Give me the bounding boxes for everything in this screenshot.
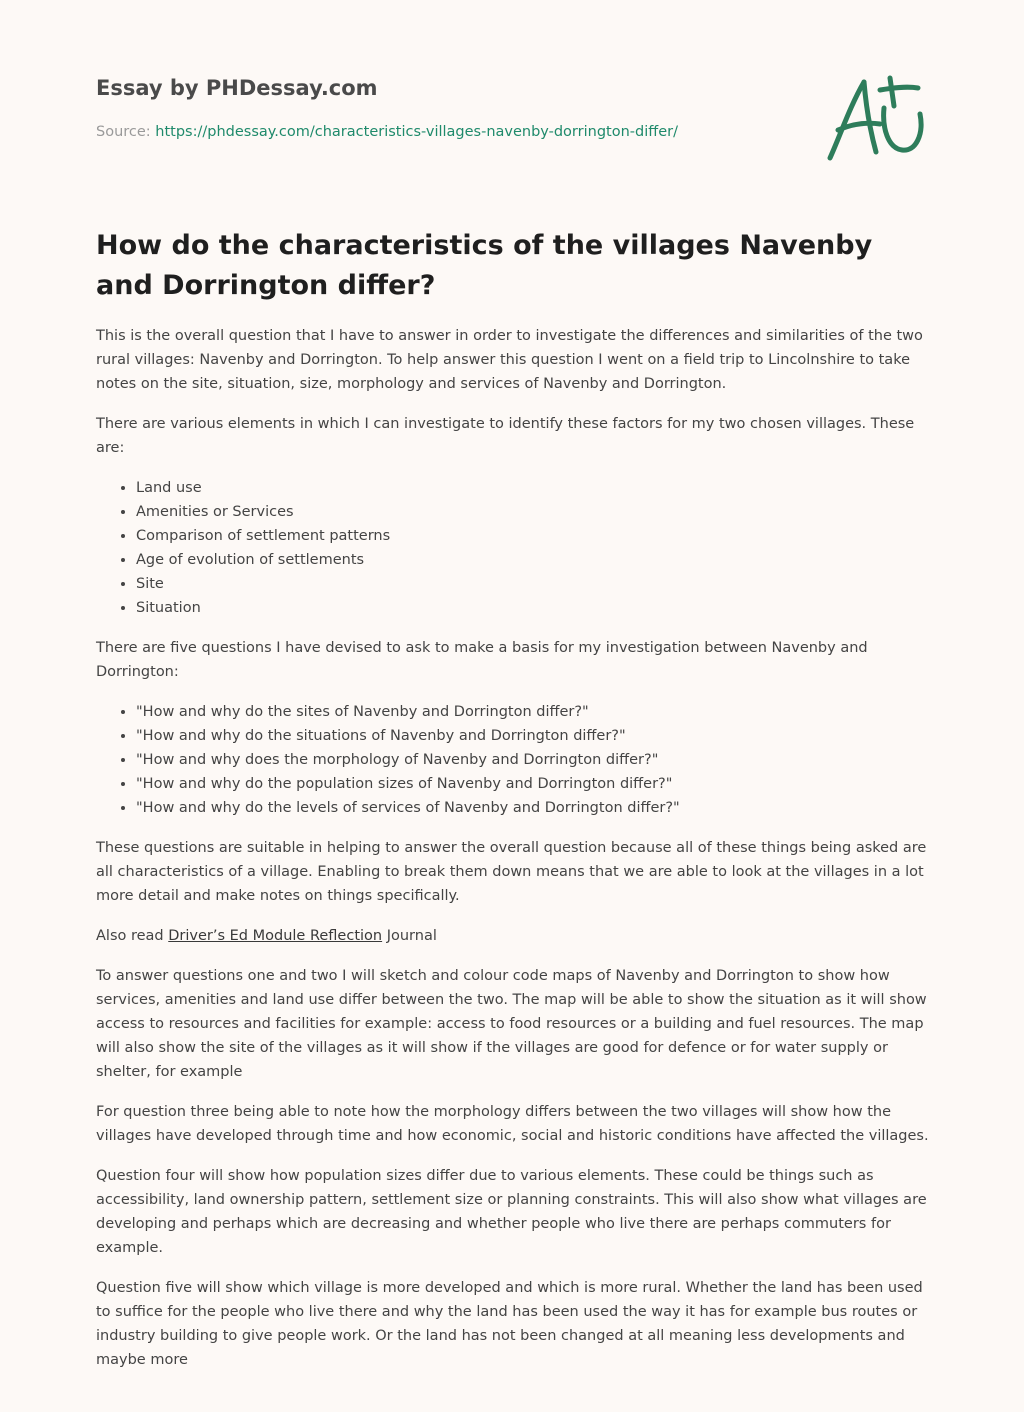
list-item: • Amenities or Services bbox=[136, 500, 936, 524]
list-item: • Age of evolution of settlements bbox=[136, 548, 936, 572]
paragraph-suitability: These questions are suitable in helping to answer the overall question because all of these things being asked are all characteristics of a village. Enabling to break them down means that we are able to look at the villages in a lot more detail and make notes on things specifically. bbox=[96, 840, 927, 904]
list-item: • "How and why does the morphology of Navenby and Dorrington differ?" bbox=[136, 748, 936, 772]
source-link[interactable]: https://phdessay.com/characteristics-villages-navenby-dorrington-differ/ bbox=[155, 124, 678, 140]
list-item: • "How and why do the situations of Navenby and Dorrington differ?" bbox=[136, 724, 936, 748]
paragraph-morphology: For question three being able to note how the morphology differs between the two villages will show how the villages have developed through time and how economic, social and historic conditions have affected the villages. bbox=[96, 1104, 929, 1144]
questions-list bbox=[96, 700, 936, 820]
page-title: How do the characteristics of the villages Navenby and Dorrington differ? bbox=[96, 230, 873, 301]
a-plus-logo-icon bbox=[820, 66, 930, 166]
site-brand: Essay by PHDessay.com bbox=[96, 76, 378, 100]
also-read-link[interactable]: Driver’s Ed Module Reflection bbox=[168, 928, 383, 944]
also-read-suffix: Journal bbox=[382, 928, 437, 944]
list-item: • "How and why do the levels of services of Navenby and Dorrington differ?" bbox=[136, 796, 936, 820]
list-item: • "How and why do the population sizes of Navenby and Dorrington differ?" bbox=[136, 772, 936, 796]
article-body bbox=[96, 324, 936, 1388]
also-read bbox=[96, 924, 936, 948]
list-item: • Situation bbox=[136, 596, 936, 620]
paragraph-maps: To answer questions one and two I will sketch and colour code maps of Navenby and Dorrington to show how services, amenities and land use differ between the two. The map will be able to show the situation as it will show access to resources and facilities for example: access to food resources or a building and fuel resources. The map will also show the site of the villages as it will show if the villages are good for defence or for water supply or shelter, for example bbox=[96, 968, 927, 1080]
elements-list bbox=[96, 476, 936, 620]
list-item: • Land use bbox=[136, 476, 936, 500]
paragraph-questions: There are five questions I have devised to ask to make a basis for my investigation between Navenby and Dorrington: bbox=[96, 640, 868, 680]
list-item: • "How and why do the sites of Navenby and Dorrington differ?" bbox=[136, 700, 936, 724]
paragraph-population: Question four will show how population sizes differ due to various elements. These could be things such as accessibility, land ownership pattern, settlement size or planning constraints. This will also show what villages are developing and perhaps which are decreasing and whether people who live there are perhaps commuters for example. bbox=[96, 1168, 927, 1256]
paragraph-intro: This is the overall question that I have to answer in order to investigate the differences and similarities of the two rural villages: Navenby and Dorrington. To help answer this question I went on a field trip to Lincolnshire to take notes on the site, situation, size, morphology and services of Navenby and Dorrington. bbox=[96, 328, 923, 392]
also-read-prefix: Also read bbox=[96, 928, 169, 944]
list-item: • Comparison of settlement patterns bbox=[136, 524, 936, 548]
source-line bbox=[96, 124, 678, 140]
paragraph-elements: There are various elements in which I can investigate to identify these factors for my two chosen villages. These are: bbox=[96, 416, 915, 456]
source-label: Source: bbox=[96, 124, 151, 140]
paragraph-development: Question five will show which village is more developed and which is more rural. Whether the land has been used to suffice for the people who live there and why the land has been used the way it has for example bus routes or industry building to give people work. Or the land has not been changed at all meaning less developments and maybe more bbox=[96, 1280, 923, 1368]
list-item: • Site bbox=[136, 572, 936, 596]
